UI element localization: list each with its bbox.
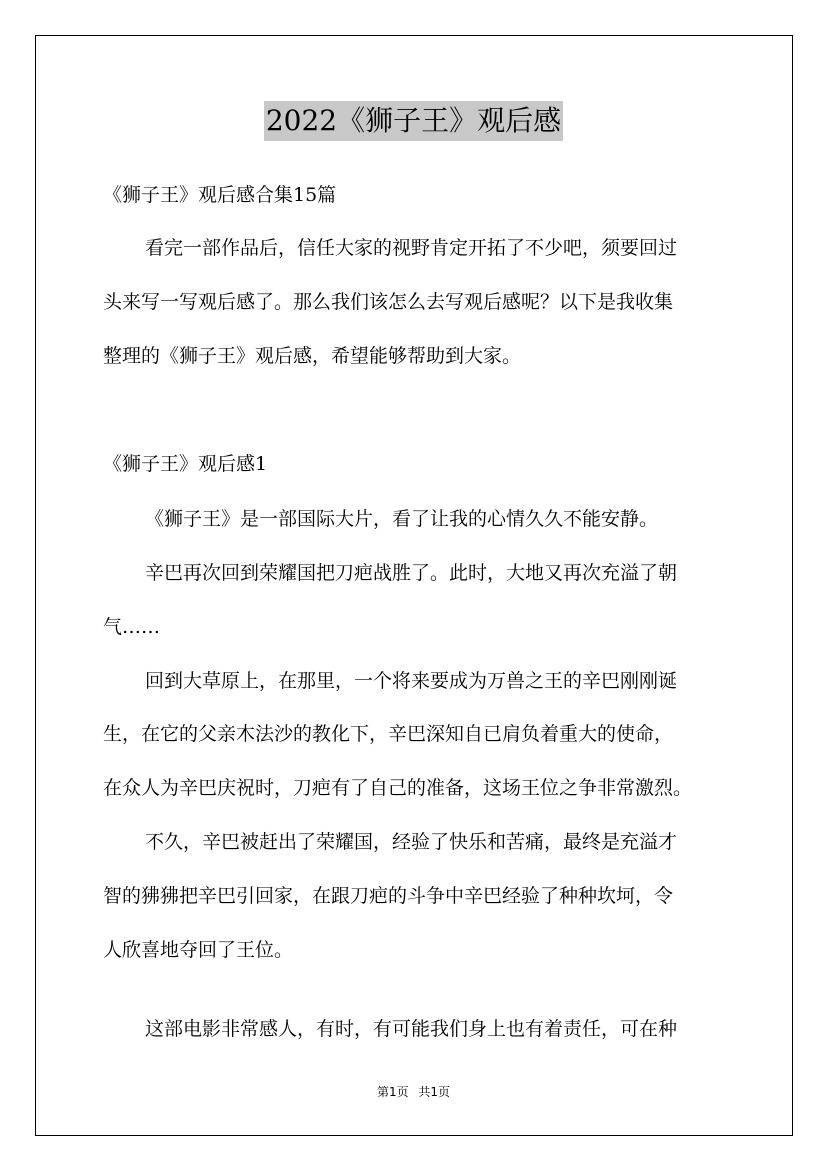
intro-line: 看完一部作品后，信任大家的视野肯定开拓了不少吧，须要回过 (145, 237, 678, 259)
document-title: 2022《狮子王》观后感 (264, 101, 563, 141)
subtitle: 《狮子王》观后感合集15篇 (103, 184, 337, 206)
intro-line: 头来写一写观后感了。那么我们该怎么去写观后感呢？以下是我收集 (103, 291, 674, 313)
page-number: 第1页 (376, 1085, 409, 1099)
body-line: 智的狒狒把辛巴引回家，在跟刀疤的斗争中辛巴经验了种种坎坷，令 (103, 885, 674, 907)
body-line: 不久，辛巴被赶出了荣耀国，经验了快乐和苦痛，最终是充溢才 (145, 831, 678, 853)
body-line: 人欣喜地夺回了王位。 (103, 939, 294, 961)
section-heading: 《狮子王》观后感1 (103, 453, 268, 475)
body-line: 辛巴再次回到荣耀国把刀疤战胜了。此时，大地又再次充溢了朝 (145, 562, 678, 584)
body-line: 回到大草原上，在那里，一个将来要成为万兽之王的辛巴刚刚诞 (145, 670, 678, 692)
body-line: 《狮子王》是一部国际大片，看了让我的心情久久不能安静。 (145, 508, 659, 530)
body-line: 生，在它的父亲木法沙的教化下，辛巴深知自已肩负着重大的使命， (103, 723, 674, 745)
body-line: 气…… (103, 616, 161, 638)
title-container (0, 101, 827, 141)
page-footer (0, 1083, 827, 1100)
body-line: 在众人为辛巴庆祝时，刀疤有了自己的准备，这场王位之争非常激烈。 (103, 777, 693, 799)
page-total: 共1页 (418, 1085, 451, 1099)
intro-line: 整理的《狮子王》观后感，希望能够帮助到大家。 (103, 345, 522, 367)
body-line: 这部电影非常感人，有时，有可能我们身上也有着责任，可在种 (145, 1018, 678, 1040)
